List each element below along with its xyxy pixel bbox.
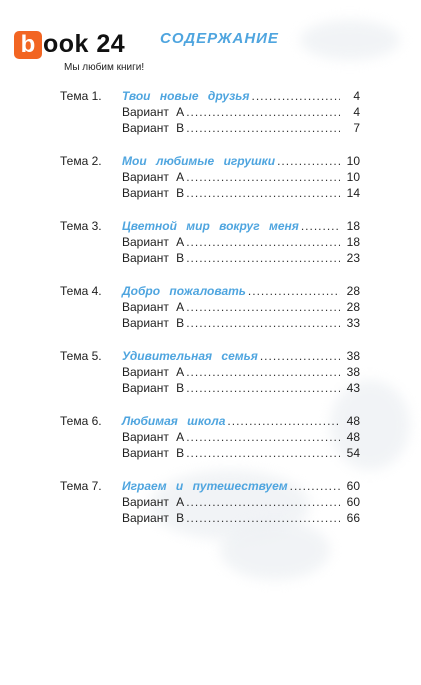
brand-tagline: Мы любим книги! [64, 62, 145, 73]
leader-dots [186, 299, 340, 315]
toc-topic [60, 283, 360, 331]
page-number: 14 [346, 186, 360, 200]
page-number: 4 [353, 89, 360, 103]
leader-dots [186, 510, 340, 526]
leader-dots [186, 494, 340, 510]
topic-title: Цветной мир вокруг меня [122, 219, 299, 233]
page-number: 18 [346, 219, 360, 233]
variant-label: Вариант А [122, 300, 185, 314]
page-number: 33 [346, 316, 360, 330]
variant-label: Вариант В [122, 121, 185, 135]
toc-variant-row[interactable] [60, 169, 360, 185]
page-number: 48 [346, 414, 360, 428]
page-number: 28 [346, 284, 360, 298]
leader-dots [186, 250, 340, 266]
variant-label: Вариант А [122, 365, 185, 379]
leader-dots [186, 104, 340, 120]
leader-dots [301, 218, 340, 234]
variant-label: Вариант А [122, 430, 185, 444]
brand-initial: b [14, 31, 42, 59]
page-number: 18 [346, 235, 360, 249]
leader-dots [186, 429, 340, 445]
toc-topic-row[interactable] [60, 478, 360, 494]
leader-dots [186, 445, 340, 461]
toc-variant-row[interactable] [60, 494, 360, 510]
leader-dots [186, 380, 340, 396]
page-number: 66 [346, 511, 360, 525]
toc-variant-row[interactable] [60, 120, 360, 136]
toc-topic [60, 218, 360, 266]
page-number: 48 [346, 430, 360, 444]
leader-dots [227, 413, 340, 429]
variant-label: Вариант А [122, 235, 185, 249]
page-number: 43 [346, 381, 360, 395]
toc-variant-row[interactable] [60, 234, 360, 250]
page-number: 60 [346, 479, 360, 493]
topic-number: Тема 4. [60, 284, 102, 298]
page-number: 38 [346, 349, 360, 363]
topic-number: Тема 3. [60, 219, 102, 233]
toc-topic-row[interactable] [60, 348, 360, 364]
leader-dots [186, 234, 340, 250]
leader-dots [186, 364, 340, 380]
toc-topic-row[interactable] [60, 283, 360, 299]
variant-label: Вариант В [122, 251, 185, 265]
toc-variant-row[interactable] [60, 104, 360, 120]
page-number: 60 [346, 495, 360, 509]
toc-variant-row[interactable] [60, 380, 360, 396]
variant-label: Вариант А [122, 105, 185, 119]
toc-variant-row[interactable] [60, 299, 360, 315]
toc-variant-row[interactable] [60, 315, 360, 331]
page-number: 7 [353, 121, 360, 135]
leader-dots [186, 169, 340, 185]
toc-topic-row[interactable] [60, 218, 360, 234]
leader-dots [251, 88, 340, 104]
page-number: 54 [346, 446, 360, 460]
variant-label: Вариант А [122, 170, 185, 184]
toc-variant-row[interactable] [60, 250, 360, 266]
topic-title: Твои новые друзья [122, 89, 250, 103]
topic-number: Тема 6. [60, 414, 102, 428]
leader-dots [290, 478, 340, 494]
page-number: 38 [346, 365, 360, 379]
brand-logo [14, 30, 144, 73]
topic-number: Тема 7. [60, 479, 102, 493]
table-of-contents [60, 88, 360, 543]
leader-dots [186, 185, 340, 201]
leader-dots [277, 153, 340, 169]
topic-title: Играем и путешествуем [122, 479, 288, 493]
leader-dots [260, 348, 340, 364]
page-number: 10 [346, 154, 360, 168]
topic-title: Мои любимые игрушки [122, 154, 276, 168]
toc-topic [60, 88, 360, 136]
toc-topic-row[interactable] [60, 413, 360, 429]
toc-topic-row[interactable] [60, 88, 360, 104]
toc-variant-row[interactable] [60, 185, 360, 201]
page-number: 23 [346, 251, 360, 265]
variant-label: Вариант В [122, 316, 185, 330]
topic-number: Тема 5. [60, 349, 102, 363]
toc-topic-row[interactable] [60, 153, 360, 169]
toc-variant-row[interactable] [60, 429, 360, 445]
brand-name: ook 24 [43, 30, 126, 58]
topic-title: Добро пожаловать [122, 284, 246, 298]
leader-dots [186, 120, 340, 136]
toc-topic [60, 413, 360, 461]
toc-variant-row[interactable] [60, 445, 360, 461]
page-number: 28 [346, 300, 360, 314]
variant-label: Вариант В [122, 381, 185, 395]
toc-topic [60, 153, 360, 201]
toc-topic [60, 348, 360, 396]
page-heading: СОДЕРЖАНИЕ [160, 30, 279, 47]
topic-number: Тема 1. [60, 89, 102, 103]
leader-dots [248, 283, 340, 299]
variant-label: Вариант В [122, 446, 185, 460]
page-number: 4 [353, 105, 360, 119]
variant-label: Вариант В [122, 186, 185, 200]
topic-number: Тема 2. [60, 154, 102, 168]
toc-variant-row[interactable] [60, 364, 360, 380]
variant-label: Вариант В [122, 511, 185, 525]
topic-title: Любимая школа [122, 414, 226, 428]
background-smudge [300, 20, 400, 60]
toc-variant-row[interactable] [60, 510, 360, 526]
page-number: 10 [346, 170, 360, 184]
variant-label: Вариант А [122, 495, 185, 509]
leader-dots [186, 315, 340, 331]
topic-title: Удивительная семья [122, 349, 258, 363]
toc-topic [60, 478, 360, 526]
